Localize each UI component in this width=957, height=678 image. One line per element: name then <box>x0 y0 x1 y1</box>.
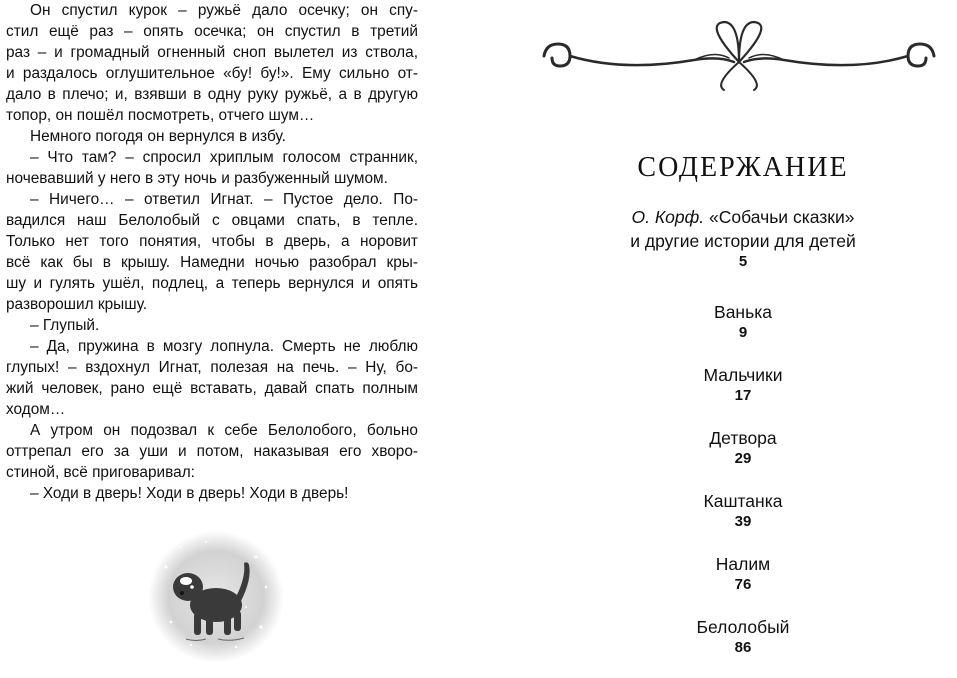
toc-entry-title: Налим <box>715 554 771 574</box>
toc-entry[interactable] <box>520 205 957 300</box>
left-page <box>6 0 418 666</box>
toc-entry-title: Ванька <box>714 302 772 322</box>
text-line: разворошил крышу. <box>6 296 148 313</box>
text-line: ночевавший у него в эту ночь и разбуженный шумом. <box>6 170 388 187</box>
text-line: и раздалось оглушительное «бу! бу!». Ему сильно от- <box>6 65 418 82</box>
dog-illustration <box>146 527 286 662</box>
text-line: стил ещё раз – опять осечка; он спустил в третий <box>6 23 418 40</box>
toc-entry-page: 9 <box>738 324 748 341</box>
text-line: оттрепал его за уши и потом, наказывая его хворо- <box>6 443 418 460</box>
toc-entry[interactable] <box>520 552 957 615</box>
table-of-contents <box>520 205 957 678</box>
toc-entry[interactable] <box>520 426 957 489</box>
text-line: ходом… <box>6 401 66 418</box>
text-line: дало в плечо; и, взявши в одну руку ружьё, а в другую <box>6 86 418 103</box>
toc-entry-title: Белолобый <box>696 617 790 637</box>
toc-entry-title <box>520 205 957 229</box>
text-line: жий человек, рано ещё вставать, давай спать полным <box>6 380 418 397</box>
text-line: стиной, всё приговаривал: <box>6 464 195 481</box>
toc-entry-title: Мальчики <box>703 365 783 385</box>
toc-entry[interactable] <box>520 489 957 552</box>
text-line: – Ничего… – ответил Игнат. – Пустое дело. По- <box>30 191 418 208</box>
flourish-ornament <box>534 14 944 94</box>
text-line: Только нет того понятия, чтобы в дверь, а норовит <box>6 233 418 250</box>
text-line: – Ходи в дверь! Ходи в дверь! Ходи в дверь! <box>30 485 349 502</box>
toc-entry-page: 17 <box>734 387 752 404</box>
toc-entry[interactable] <box>520 615 957 678</box>
text-line: топор, он пошёл посмотреть, отчего шум… <box>6 107 315 124</box>
toc-entry-title-text: «Собачьи сказки» <box>709 207 855 227</box>
toc-entry-page: 39 <box>734 513 752 530</box>
text-line: шу и гулять ушёл, подлец, а теперь вернулся и опять <box>6 275 418 292</box>
text-line: глупых! – вздохнул Игнат, полезая на печь. – Ну, бо- <box>6 359 418 376</box>
right-page <box>520 0 957 666</box>
toc-entry[interactable] <box>520 300 957 363</box>
text-line: вадился наш Белолобый с овцами спать, в тепле. <box>6 212 418 229</box>
toc-entry-title: Каштанка <box>703 491 783 511</box>
text-line: всё как бы в крышу. Намедни ночью разобрал кры- <box>6 254 418 271</box>
toc-heading: СОДЕРЖАНИЕ <box>637 152 849 183</box>
text-line: – Что там? – спросил хриплым голосом странник, <box>30 149 418 166</box>
toc-entry-title: Детвора <box>709 428 777 448</box>
text-line: – Глупый. <box>30 317 100 334</box>
toc-entry-page: 29 <box>734 450 752 467</box>
text-line: раз – и громадный огненный сноп вылетел из ствола, <box>6 44 418 61</box>
toc-entry-subtitle: и другие истории для детей <box>630 231 856 251</box>
text-line: Немного погодя он вернулся в избу. <box>30 128 286 145</box>
toc-entry-page: 5 <box>738 253 748 270</box>
text-line: Он спустил курок – ружьё дало осечку; он спу- <box>30 2 418 19</box>
story-text <box>6 0 418 504</box>
toc-entry-author: О. Корф. <box>631 207 705 227</box>
text-line: А утром он подозвал к себе Белолобого, больно <box>30 422 418 439</box>
toc-entry[interactable] <box>520 363 957 426</box>
toc-entry-page: 76 <box>734 576 752 593</box>
toc-entry-page: 86 <box>734 639 752 656</box>
text-line: – Да, пружина в мозгу лопнула. Смерть не люблю <box>30 338 418 355</box>
